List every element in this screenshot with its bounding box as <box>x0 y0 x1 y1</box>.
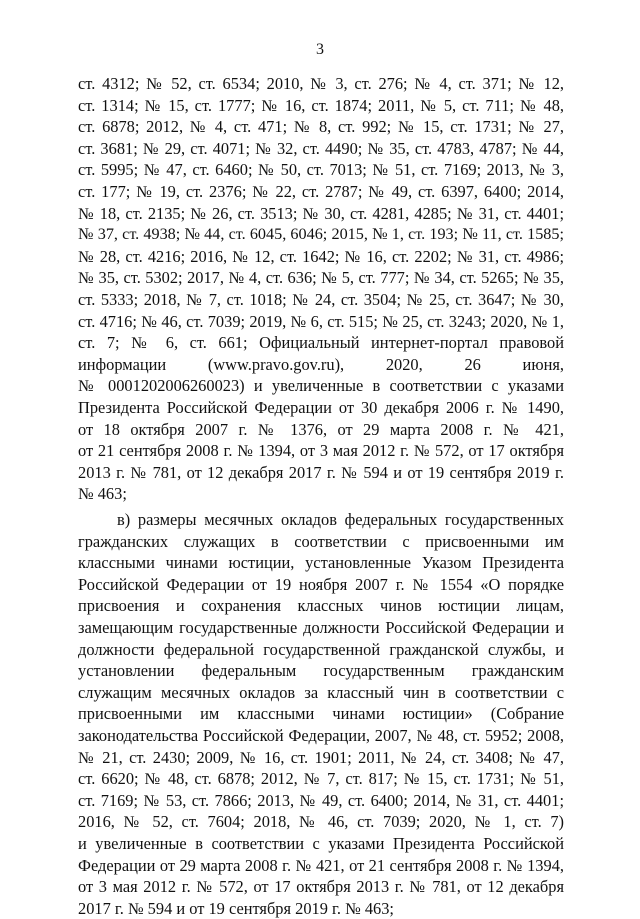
text-line: ст. 1314; № 15, ст. 1777; № 16, ст. 1874; 2011, № 5, ст. 711; № 48, <box>78 95 564 115</box>
text-line: присвоения и сохранения классных чинов юстиции лицам, <box>78 596 564 616</box>
paragraph-2 <box>78 509 564 919</box>
text-line: должности федеральной государственной гражданской службы, и <box>78 639 564 659</box>
text-line: № 0001202006260023) и увеличенные в соответствии с указами <box>78 376 564 396</box>
text-line: установлении федеральным государственным гражданским <box>78 661 564 681</box>
text-line: ст. 177; № 19, ст. 2376; № 22, ст. 2787; № 49, ст. 6397, 6400; 2014, <box>78 181 564 201</box>
text-line: от 3 мая 2012 г. № 572, от 17 октября 2013 г. № 781, от 12 декабря <box>78 877 564 897</box>
text-line-last: № 463; <box>78 484 127 504</box>
text-line: классными чинами юстиции, установленные Указом Президента <box>78 553 564 573</box>
text-line: № 35, ст. 5302; 2017, № 4, ст. 636; № 5, ст. 777; № 34, ст. 5265; № 35, <box>78 268 564 288</box>
text-line: № 37, ст. 4938; № 44, ст. 6045, 6046; 2015, № 1, ст. 193; № 11, ст. 1585; <box>78 225 564 244</box>
text-line: служащим месячных окладов за классный чин в соответствии с <box>78 682 564 702</box>
text-line: 2016, № 52, ст. 7604; 2018, № 46, ст. 7039; 2020, № 1, ст. 7) <box>78 812 564 832</box>
text-line: ст. 7; № 6, ст. 661; Официальный интернет-портал правовой <box>78 333 564 353</box>
text-line: законодательства Российской Федерации, 2007, № 48, ст. 5952; 2008, <box>78 725 564 745</box>
text-line: ст. 3681; № 29, ст. 4071; № 32, ст. 4490; № 35, ст. 4783, 4787; № 44, <box>78 138 564 158</box>
text-line: от 21 сентября 2008 г. № 1394, от 3 мая 2012 г. № 572, от 17 октября <box>78 441 564 461</box>
text-line: ст. 4716; № 46, ст. 7039; 2019, № 6, ст. 515; № 25, ст. 3243; 2020, № 1, <box>78 311 564 331</box>
text-line: ст. 6620; № 48, ст. 6878; 2012, № 7, ст. 817; № 15, ст. 1731; № 51, <box>78 769 564 789</box>
text-line: Федерации от 29 марта 2008 г. № 421, от 21 сентября 2008 г. № 1394, <box>78 855 564 875</box>
page-number: 3 <box>316 41 324 58</box>
text-line: информации (www.pravo.gov.ru), 2020, 26 июня, <box>78 354 564 374</box>
text-line: и увеличенные в соответствии с указами Президента Российской <box>78 833 564 853</box>
text-line: ст. 5995; № 47, ст. 6460; № 50, ст. 7013; № 51, ст. 7169; 2013, № 3, <box>78 160 564 180</box>
text-line: присвоенными им классными чинами юстиции» (Собрание <box>78 704 564 724</box>
paragraph-1 <box>78 73 564 505</box>
text-line: ст. 7169; № 53, ст. 7866; 2013, № 49, ст. 6400; 2014, № 31, ст. 4401; <box>78 790 564 810</box>
text-line: ст. 6878; 2012, № 4, ст. 471; № 8, ст. 992; № 15, ст. 1731; № 27, <box>78 117 564 137</box>
text-line: Российской Федерации от 19 ноября 2007 г. № 1554 «О порядке <box>78 574 564 594</box>
text-line: № 18, ст. 2135; № 26, ст. 3513; № 30, ст. 4281, 4285; № 31, ст. 4401; <box>78 203 564 223</box>
text-line: ст. 5333; 2018, № 7, ст. 1018; № 24, ст. 3504; № 25, ст. 3647; № 30, <box>78 289 564 309</box>
text-line: 2013 г. № 781, от 12 декабря 2017 г. № 594 и от 19 сентября 2019 г. <box>78 462 564 482</box>
text-line: замещающим государственные должности Российской Федерации и <box>78 617 564 637</box>
text-line: гражданских служащих в соответствии с присвоенными им <box>78 531 564 551</box>
text-line-first: в) размеры месячных окладов федеральных государственных <box>117 510 564 529</box>
text-line: Президента Российской Федерации от 30 декабря 2006 г. № 1490, <box>78 397 564 417</box>
text-line: № 21, ст. 2430; 2009, № 16, ст. 1901; 2011, № 24, ст. 3408; № 47, <box>78 747 564 767</box>
text-line: от 18 октября 2007 г. № 1376, от 29 марта 2008 г. № 421, <box>78 419 564 439</box>
text-line: № 28, ст. 4216; 2016, № 12, ст. 1642; № 16, ст. 2202; № 31, ст. 4986; <box>78 246 564 266</box>
text-line-last: 2017 г. № 594 и от 19 сентября 2019 г. № 463; <box>78 898 394 918</box>
text-line: ст. 4312; № 52, ст. 6534; 2010, № 3, ст. 276; № 4, ст. 371; № 12, <box>78 74 564 93</box>
